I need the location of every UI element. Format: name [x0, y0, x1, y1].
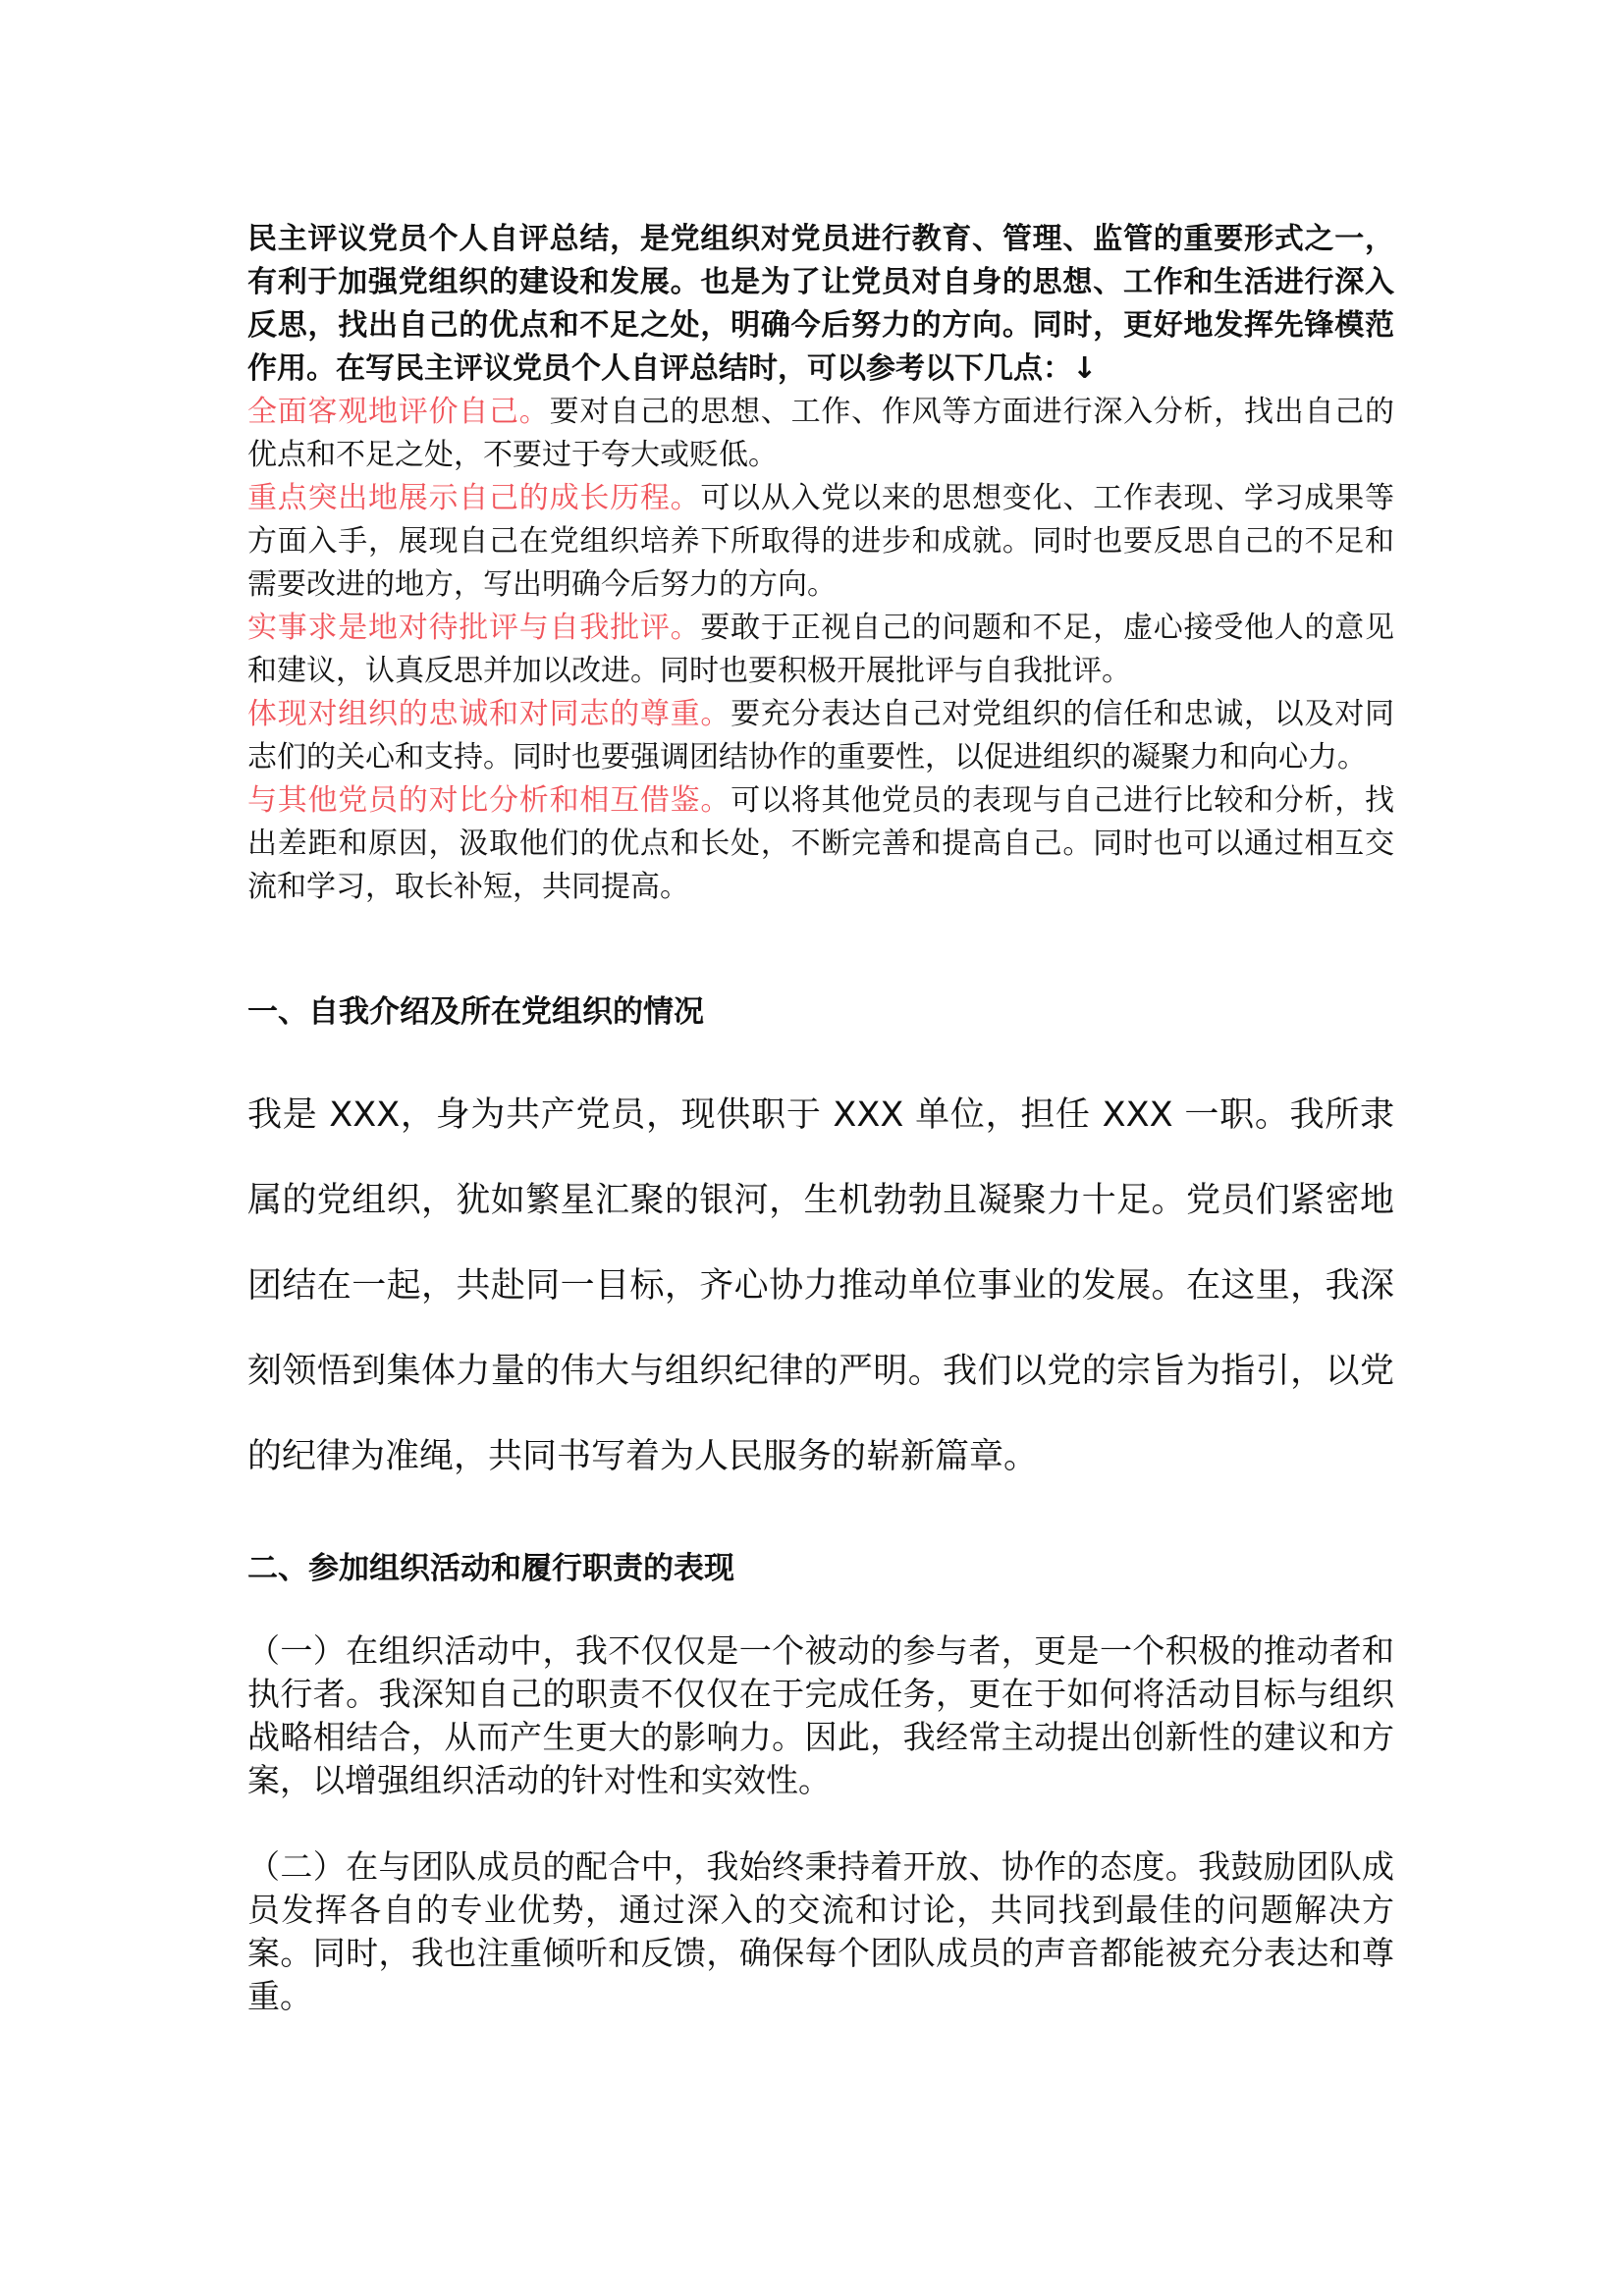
- point-4: [247, 693, 1394, 779]
- intro-lead: 民主评议党员个人自评总结，是党组织对党员进行教育、管理、监管的重要形式之一，有利于加强党组织的建设和发展。也是为了让党员对自身的思想、工作和生活进行深入反思，找出自己的优点和不足之处，明确今后努力的方向。同时，更好地发挥先锋模范作用。在写民主评议党员个人自评总结时，可以参考以下几点：↓: [247, 222, 1394, 386]
- section2-paragraph-2: （二）在与团队成员的配合中，我始终秉持着开放、协作的态度。我鼓励团队成员发挥各自的专业优势，通过深入的交流和讨论，共同找到最佳的问题解决方案。同时，我也注重倾听和反馈，确保每个团队成员的声音都能被充分表达和尊重。: [247, 1847, 1394, 2015]
- section2-body: [247, 1629, 1394, 2061]
- section2-heading: 二、参加组织活动和履行职责的表现: [247, 1551, 734, 1586]
- intro-section: [247, 218, 1394, 909]
- point-text: 要对自己的思想、工作、作风等方面进行深入分析，找出自己的优点和不足之处，不要过于夸大或贬低。: [247, 395, 1395, 472]
- point-text: 要充分表达自己对党组织的信任和忠诚，以及对同志们的关心和支持。同时也要强调团结协作的重要性，以促进组织的凝聚力和向心力。: [247, 697, 1395, 774]
- point-title: 与其他党员的对比分析和相互借鉴。: [247, 783, 731, 818]
- point-text: 可以将其他党员的表现与自己进行比较和分析，找出差距和原因，汲取他们的优点和长处，不断完善和提高自己。同时也可以通过相互交流和学习，取长补短，共同提高。: [247, 783, 1395, 904]
- section1-paragraph: 我是 XXX，身为共产党员，现供职于 XXX 单位，担任 XXX 一职。我所隶属的党组织，犹如繁星汇聚的银河，生机勃勃且凝聚力十足。党员们紧密地团结在一起，共赴同一目标，齐心协力推动单位事业的发展。在这里，我深刻领悟到集体力量的伟大与组织纪律的严明。我们以党的宗旨为指引，以党的纪律为准绳，共同书写着为人民服务的崭新篇章。: [247, 1095, 1394, 1476]
- section2-paragraph-1: （一）在组织活动中，我不仅仅是一个被动的参与者，更是一个积极的推动者和执行者。我深知自己的职责不仅仅在于完成任务，更在于如何将活动目标与组织战略相结合，从而产生更大的影响力。因此，我经常主动提出创新性的建议和方案，以增强组织活动的针对性和实效性。: [247, 1631, 1394, 1799]
- section1-heading: 一、自我介绍及所在党组织的情况: [247, 994, 704, 1030]
- point-1: [247, 391, 1394, 477]
- point-title: 实事求是地对待批评与自我批评。: [247, 611, 701, 645]
- point-text: 可以从入党以来的思想变化、工作表现、学习成果等方面入手，展现自己在党组织培养下所取得的进步和成就。同时也要反思自己的不足和需要改进的地方，写出明确今后努力的方向。: [247, 481, 1395, 602]
- point-title: 重点突出地展示自己的成长历程。: [247, 481, 701, 515]
- point-title: 体现对组织的忠诚和对同志的尊重。: [247, 697, 731, 731]
- point-title: 全面客观地评价自己。: [247, 395, 550, 429]
- point-3: [247, 607, 1394, 693]
- point-2: [247, 477, 1394, 607]
- point-text: 要敢于正视自己的问题和不足，虚心接受他人的意见和建议，认真反思并加以改进。同时也要积极开展批评与自我批评。: [247, 611, 1395, 688]
- point-5: [247, 779, 1394, 909]
- section1-body: [247, 1073, 1394, 1500]
